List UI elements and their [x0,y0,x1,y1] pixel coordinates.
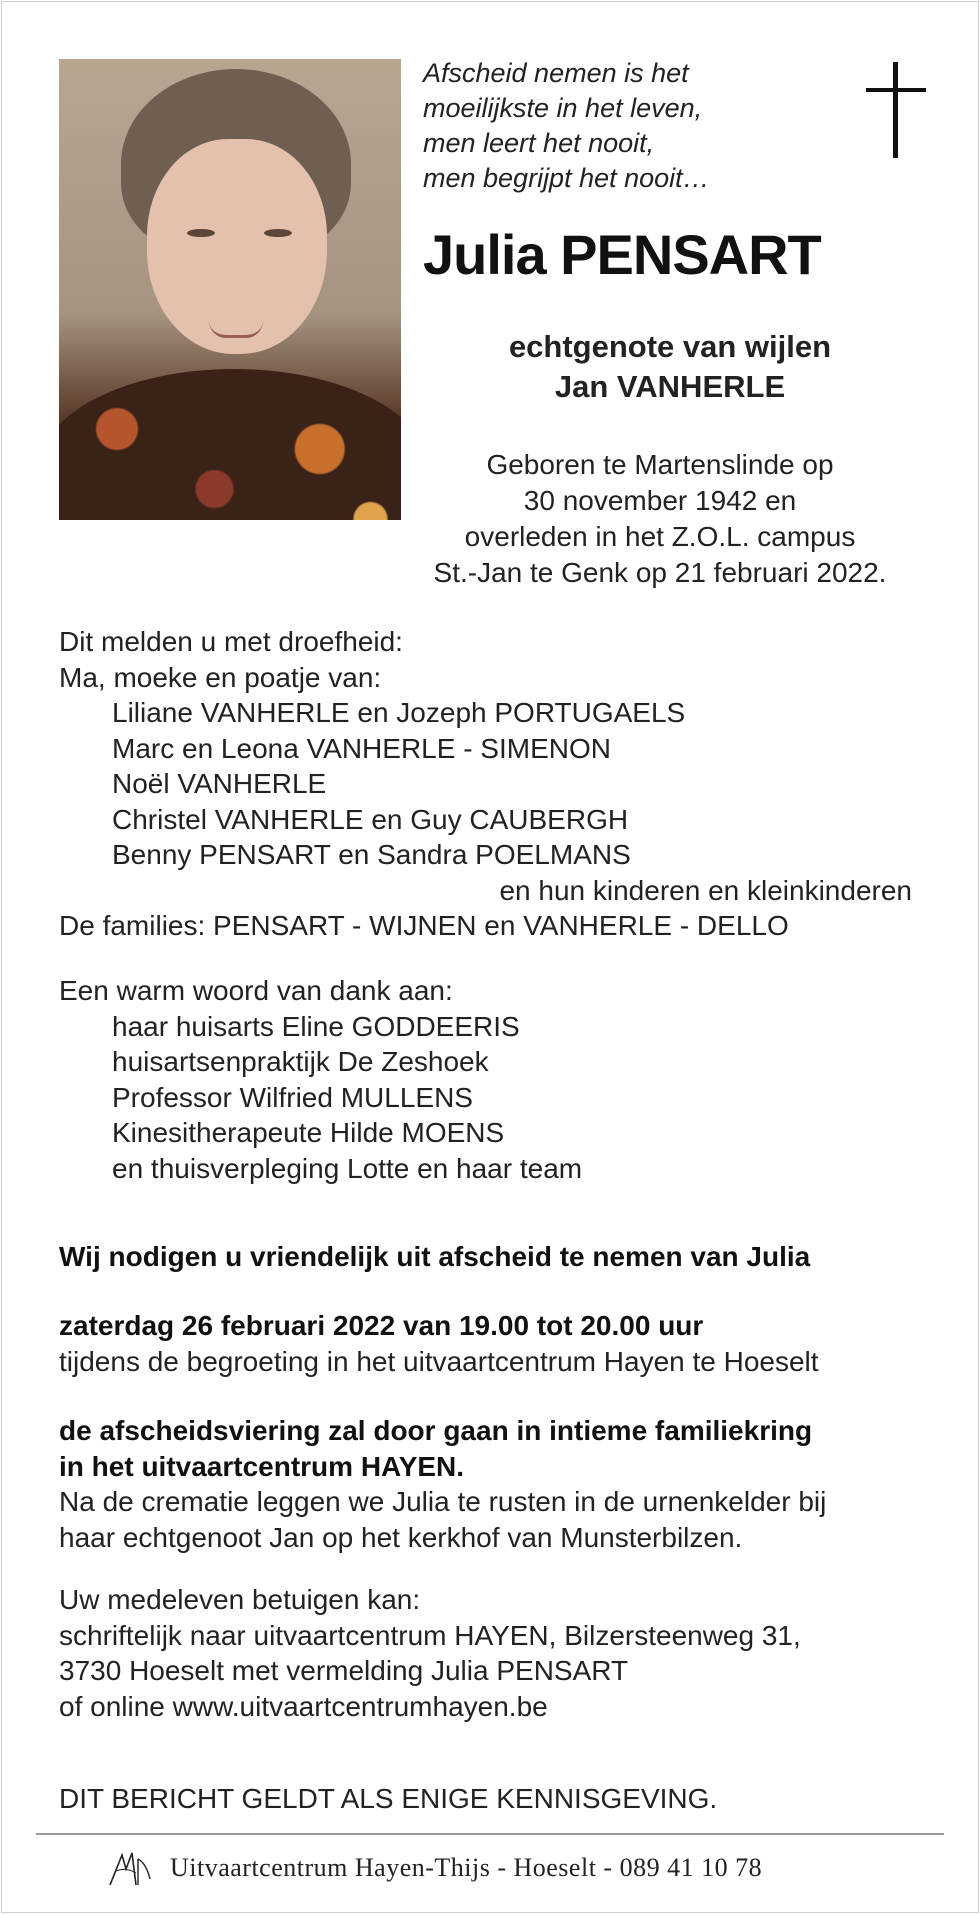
ceremony-line: in het uitvaartcentrum HAYEN. [59,1450,465,1482]
spouse-line: echtgenote van wijlen [508,329,832,364]
quote-line: men leert het nooit, [423,128,655,158]
condolences-website: of online www.uitvaartcentrumhayen.be [59,1690,548,1722]
child-entry: Noël VANHERLE [112,768,327,799]
footer-text: Uitvaartcentrum Hayen-Thijs - Hoeselt - 089 41 10 78 [170,1853,763,1882]
condolences-section [59,1582,801,1724]
visitation-location: tijdens de begroeting in het uitvaartcentrum Hayen te Hoeselt [59,1345,819,1377]
birth-line: St.-Jan te Genk op 21 februari 2022. [433,557,887,588]
condolences-intro: Uw medeleven betuigen kan: [59,1584,421,1615]
thanks-intro: Een warm woord van dank aan: [59,975,453,1006]
visitation-date: zaterdag 26 februari 2022 van 19.00 tot 20.00 uur [59,1310,704,1341]
thanks-item: huisartsenpraktijk De Zeshoek [112,1046,489,1077]
thanks-section [59,973,582,1186]
thanks-item: haar huisarts Eline GODDEERIS [112,1010,520,1042]
quote-line: Afscheid nemen is het [423,58,689,88]
condolences-line: 3730 Hoeselt met vermelding Julia PENSART [59,1655,629,1686]
ceremony-section [59,1413,826,1555]
birth-line: overleden in het Z.O.L. campus [464,521,856,552]
grandchildren-line: en hun kinderen en kleinkinderen [499,874,912,906]
child-entry: Liliane VANHERLE en Jozeph PORTUGAELS [112,697,686,728]
cremation-line: haar echtgenoot Jan op het kerkhof van Munsterbilzen. [59,1521,743,1553]
child-entry: Christel VANHERLE en Guy CAUBERGH [112,803,629,835]
official-notice: DIT BERICHT GELDT ALS ENIGE KENNISGEVING. [59,1783,718,1814]
invitation-headline: Wij nodigen u vriendelijk uit afscheid te nemen van Julia [59,1241,811,1272]
thanks-item: Kinesitherapeute Hilde MOENS [112,1117,505,1148]
child-entry: Benny PENSART en Sandra POELMANS [112,839,631,870]
visitation-section [59,1308,819,1379]
condolences-line: schriftelijk naar uitvaartcentrum HAYEN, Bilzersteenweg 31, [59,1619,801,1651]
family-intro: Dit melden u met droefheid: [59,626,403,657]
deceased-name: Julia PENSART [423,223,821,286]
thanks-item: Professor Wilfried MULLENS [112,1081,473,1113]
birth-death-info [400,447,920,591]
cross-icon [866,62,926,158]
thanks-item: en thuisverpleging Lotte en haar team [112,1152,583,1184]
birth-line: Geboren te Martenslinde op [486,449,834,480]
footer [100,1849,900,1889]
footer-divider [36,1833,944,1835]
family-sub-intro: Ma, moeke en poatje van: [59,661,382,693]
child-entry: Marc en Leona VANHERLE - SIMENON [112,732,611,764]
funeral-home-logo-icon [106,1849,156,1889]
memorial-quote [423,56,783,196]
ceremony-line: de afscheidsviering zal door gaan in intieme familiekring [59,1415,813,1446]
birth-line: 30 november 1942 en [523,485,797,516]
quote-line: men begrijpt het nooit… [423,163,710,193]
cremation-line: Na de crematie leggen we Julia te rusten in de urnenkelder bij [59,1486,827,1517]
portrait-photo [59,59,401,520]
family-section [59,624,912,944]
families-line: De families: PENSART - WIJNEN en VANHERLE - DELLO [59,910,789,941]
spouse-info [430,327,910,407]
spouse-name: Jan VANHERLE [554,369,786,404]
quote-line: moeilijkste in het leven, [423,93,703,123]
